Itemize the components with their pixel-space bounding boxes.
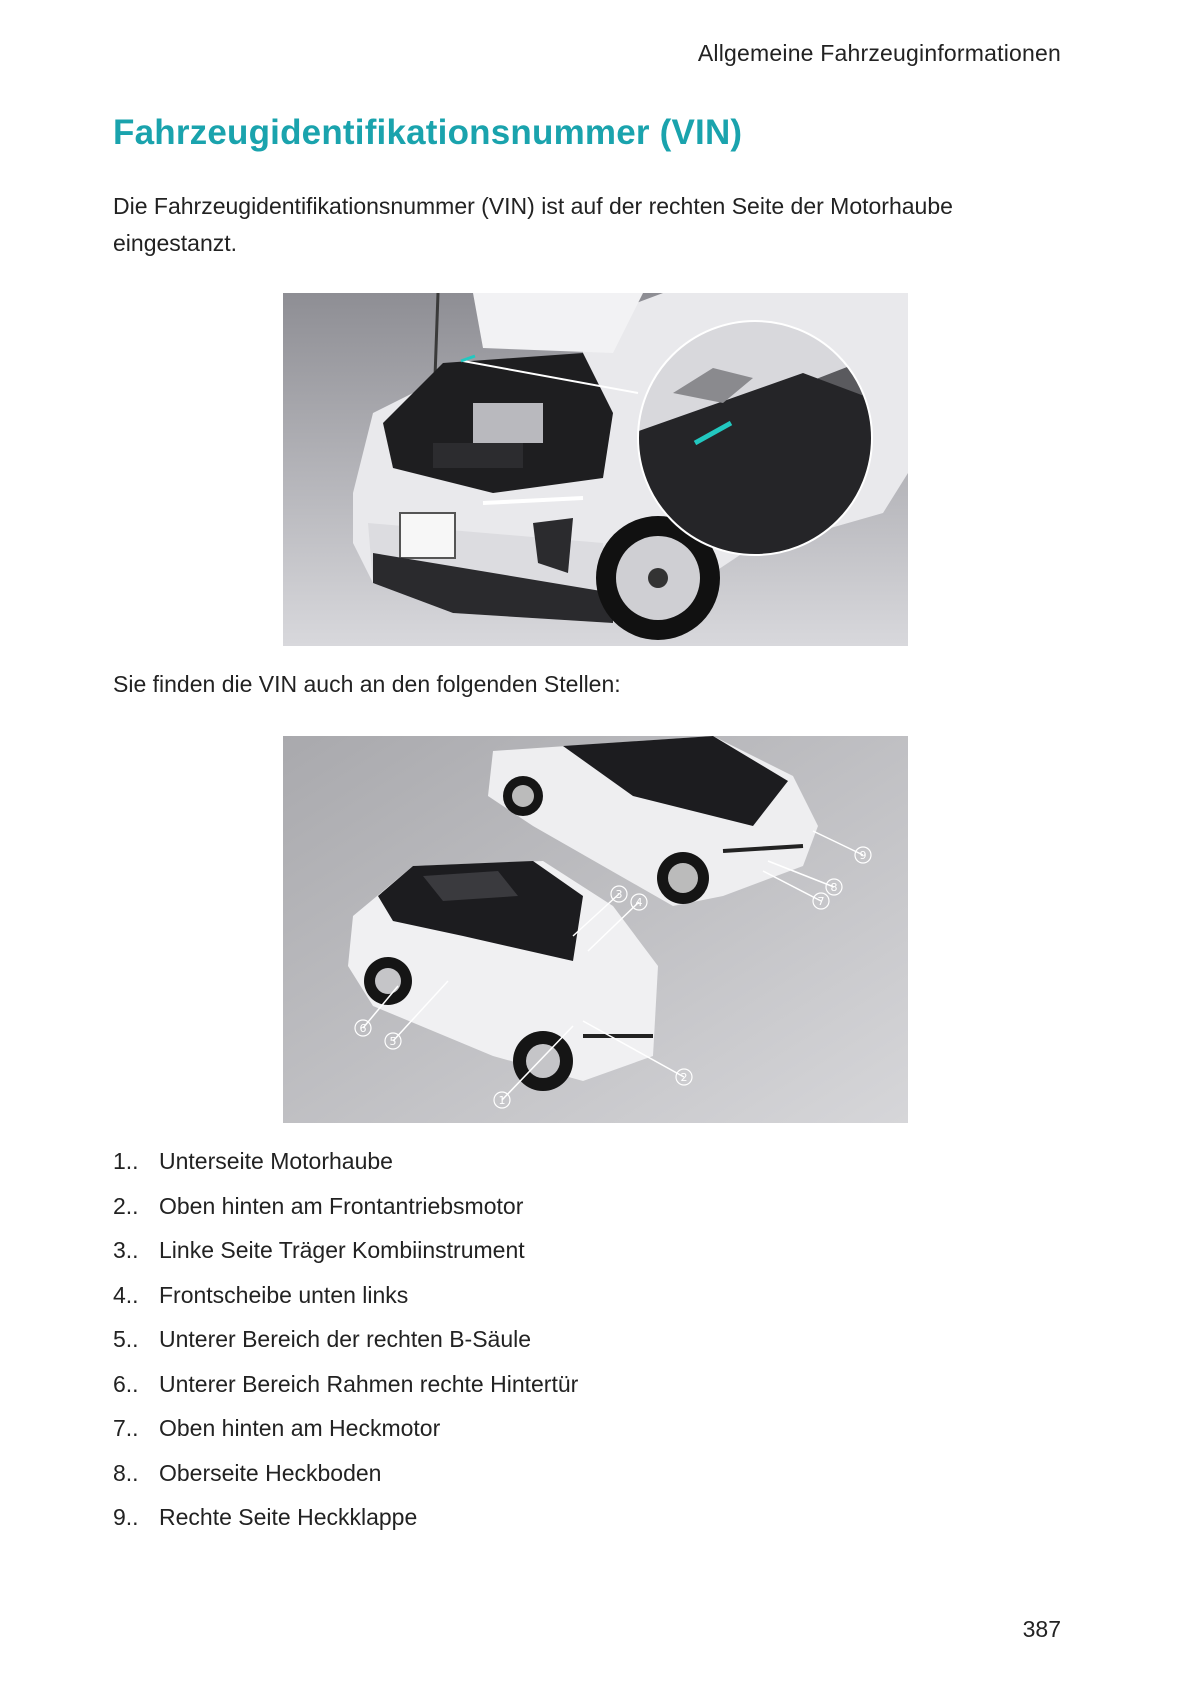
list-item-text: Unterseite Motorhaube: [159, 1148, 393, 1174]
callout-3-label: 3: [615, 888, 623, 901]
list-item: [113, 1371, 578, 1416]
list-item-text: Rechte Seite Heckklappe: [159, 1504, 418, 1530]
bonnet-vin-illustration: [283, 293, 908, 646]
vin-locations-illustration: [283, 736, 908, 1123]
list-item: [113, 1504, 578, 1549]
list-item-number: 5..: [113, 1326, 139, 1352]
intro-paragraph: Die Fahrzeugidentifikationsnummer (VIN) ist auf der rechten Seite der Motorhaube eingestanzt.: [113, 193, 953, 256]
page-title: Fahrzeugidentifikationsnummer (VIN): [113, 113, 743, 152]
running-header: Allgemeine Fahrzeuginformationen: [697, 40, 1061, 66]
callout-1-label: 1: [498, 1094, 506, 1107]
bonnet-vin-figure: [283, 293, 908, 646]
callout-8-label: 8: [830, 881, 838, 894]
list-item: [113, 1148, 578, 1193]
vin-locations-figure: [283, 736, 908, 1123]
list-item-number: 8..: [113, 1459, 139, 1486]
callout-2-label: 2: [680, 1071, 688, 1084]
list-item: [113, 1460, 578, 1505]
list-item-number: 6..: [113, 1370, 139, 1397]
callout-4-label: 4: [635, 896, 643, 909]
list-item-number: 2..: [113, 1192, 139, 1219]
list-item-number: 1..: [113, 1148, 139, 1174]
list-item-text: Unterer Bereich der rechten B-Säule: [159, 1326, 532, 1352]
list-item-number: 9..: [113, 1504, 139, 1530]
list-item: [113, 1326, 578, 1371]
list-item-text: Unterer Bereich Rahmen rechte Hintertür: [159, 1370, 579, 1397]
list-item-text: Frontscheibe unten links: [159, 1281, 409, 1308]
list-item-text: Linke Seite Träger Kombiinstrument: [159, 1237, 525, 1263]
page-number: 387: [1022, 1616, 1061, 1642]
callout-5-label: 5: [389, 1035, 397, 1048]
list-item-text: Oberseite Heckboden: [159, 1459, 382, 1486]
list-item: [113, 1237, 578, 1282]
list-item-text: Oben hinten am Frontantriebsmotor: [159, 1192, 524, 1219]
list-item-number: 7..: [113, 1415, 139, 1441]
vin-locations-list: [113, 1148, 578, 1549]
callout-6-label: 6: [359, 1022, 367, 1035]
list-item-text: Oben hinten am Heckmotor: [159, 1415, 441, 1441]
list-item: [113, 1415, 578, 1460]
list-item-number: 4..: [113, 1281, 139, 1308]
list-item: [113, 1282, 578, 1327]
locations-intro: Sie finden die VIN auch an den folgenden Stellen:: [113, 671, 621, 697]
list-item: [113, 1193, 578, 1238]
callout-7-label: 7: [817, 895, 825, 908]
callout-9-label: 9: [859, 849, 867, 862]
list-item-number: 3..: [113, 1237, 139, 1263]
